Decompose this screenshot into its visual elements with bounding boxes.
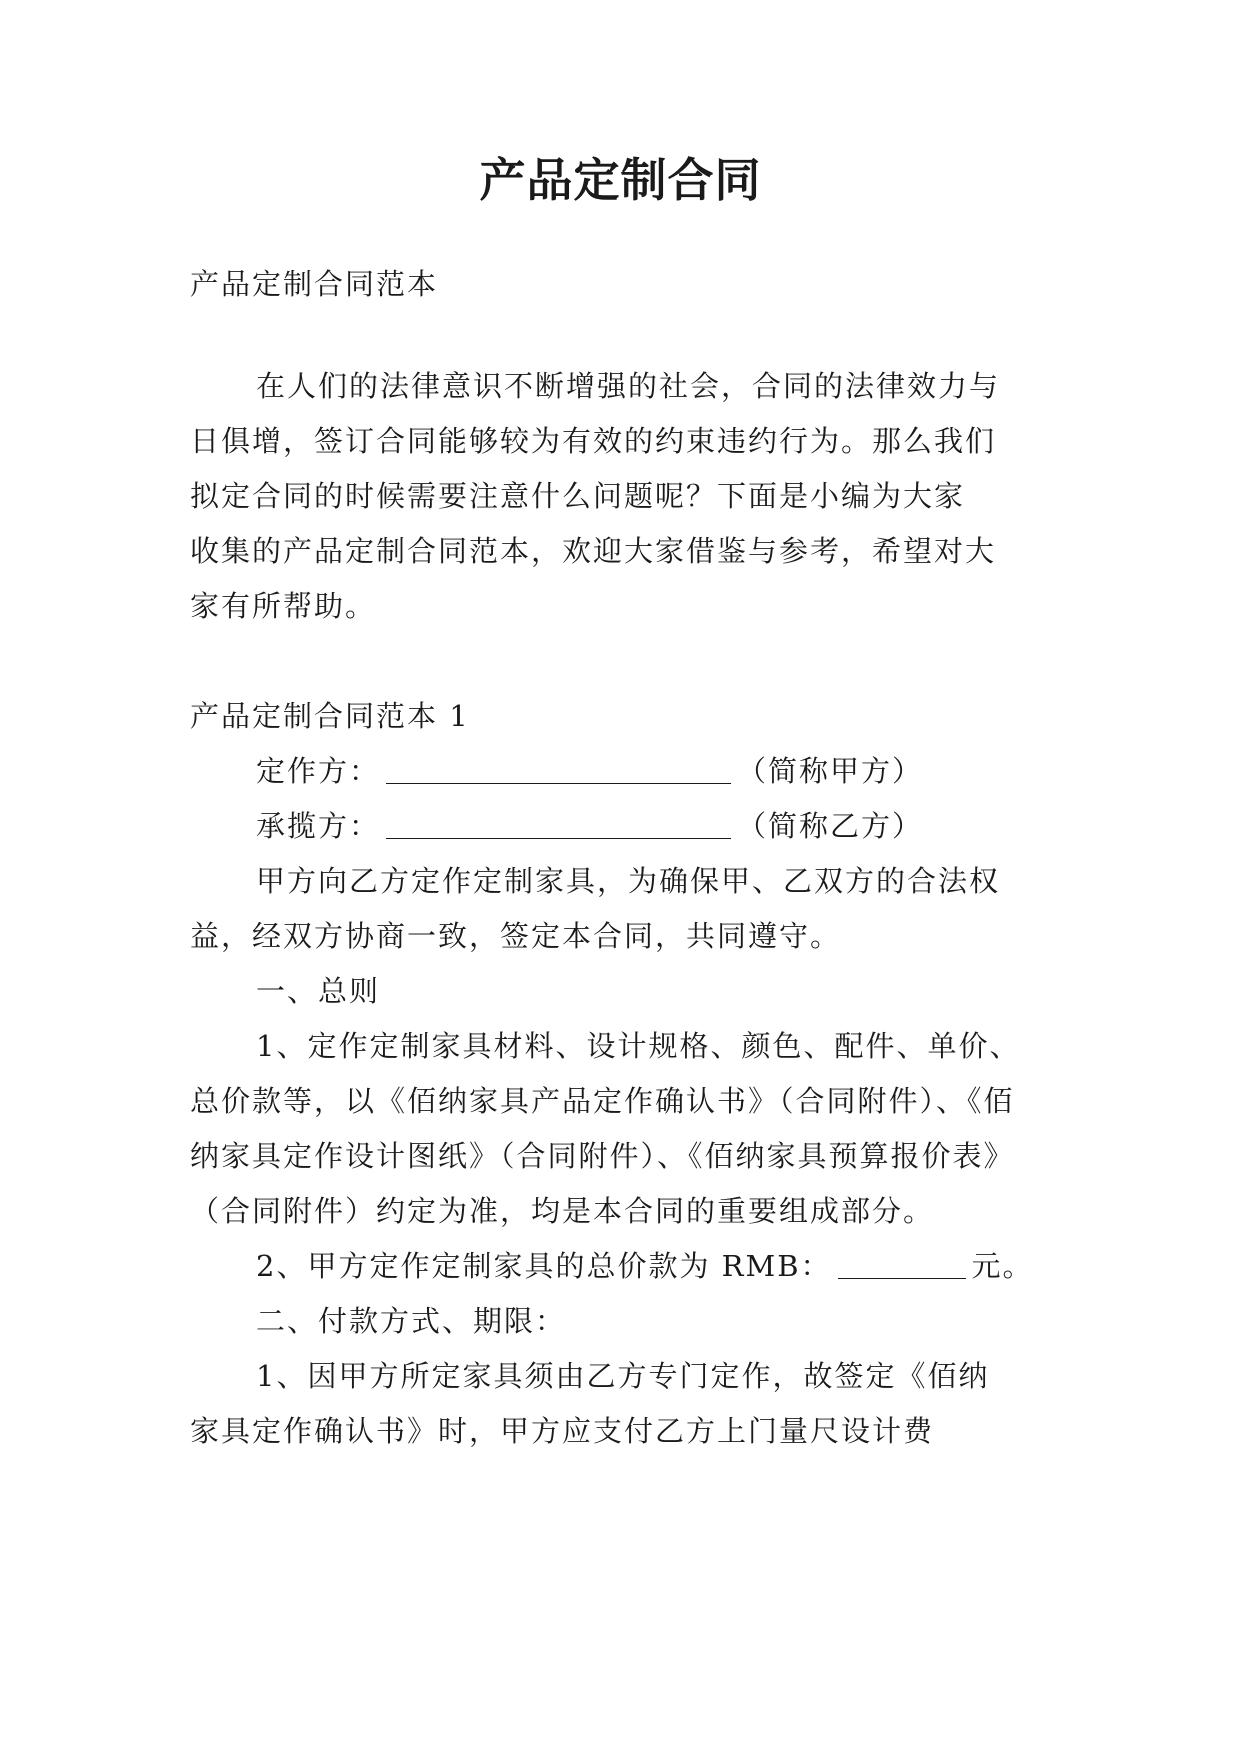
total-price-label: 2、甲方定作定制家具的总价款为 RMB： (256, 1249, 832, 1283)
document-title: 产品定制合同 (479, 153, 762, 207)
clause-line: 总价款等，以《佰纳家具产品定作确认书》（合同附件）、《佰 (190, 1084, 1015, 1118)
preamble-line: 甲方向乙方定作定制家具，为确保甲、乙双方的合法权 (256, 864, 1001, 898)
party-b-blank (386, 814, 731, 839)
preamble-line: 益，经双方协商一致，签定本合同，共同遵守。 (190, 919, 842, 953)
intro-line: 拟定合同的时候需要注意什么问题呢？下面是小编为大家 (190, 479, 966, 513)
clause-line: 纳家具定作设计图纸》（合同附件）、《佰纳家具预算报价表》 (190, 1139, 1015, 1173)
party-b-label: 承揽方： (256, 809, 381, 843)
chapter-heading: 二、付款方式、期限： (256, 1304, 567, 1338)
clause-line: 1、定作定制家具材料、设计规格、颜色、配件、单价、 (256, 1029, 1021, 1063)
total-price-blank (838, 1254, 966, 1279)
party-a-blank (386, 759, 731, 784)
clause-line: 1、因甲方所定家具须由乙方专门定作，故签定《佰纳 (256, 1359, 990, 1393)
party-a-line (256, 741, 923, 801)
party-b-suffix: （简称乙方） (737, 809, 924, 843)
clause-line: 家具定作确认书》时，甲方应支付乙方上门量尺设计费 (190, 1414, 935, 1448)
chapter-heading: 一、总则 (256, 974, 381, 1008)
intro-line: 在人们的法律意识不断增强的社会，合同的法律效力与 (256, 369, 1001, 403)
clause-line: （合同附件）约定为准，均是本合同的重要组成部分。 (190, 1194, 935, 1228)
intro-line: 日俱增，签订合同能够较为有效的约束违约行为。那么我们 (190, 424, 997, 458)
total-price-line (256, 1236, 1034, 1296)
intro-line: 家有所帮助。 (190, 589, 377, 623)
subtitle: 产品定制合同范本 (190, 267, 439, 301)
total-price-suffix: 元。 (971, 1249, 1034, 1283)
party-b-line (256, 796, 923, 856)
section-title: 产品定制合同范本 1 (190, 699, 470, 733)
intro-line: 收集的产品定制合同范本，欢迎大家借鉴与参考，希望对大 (190, 534, 997, 568)
party-a-suffix: （简称甲方） (737, 754, 924, 788)
party-a-label: 定作方： (256, 754, 381, 788)
